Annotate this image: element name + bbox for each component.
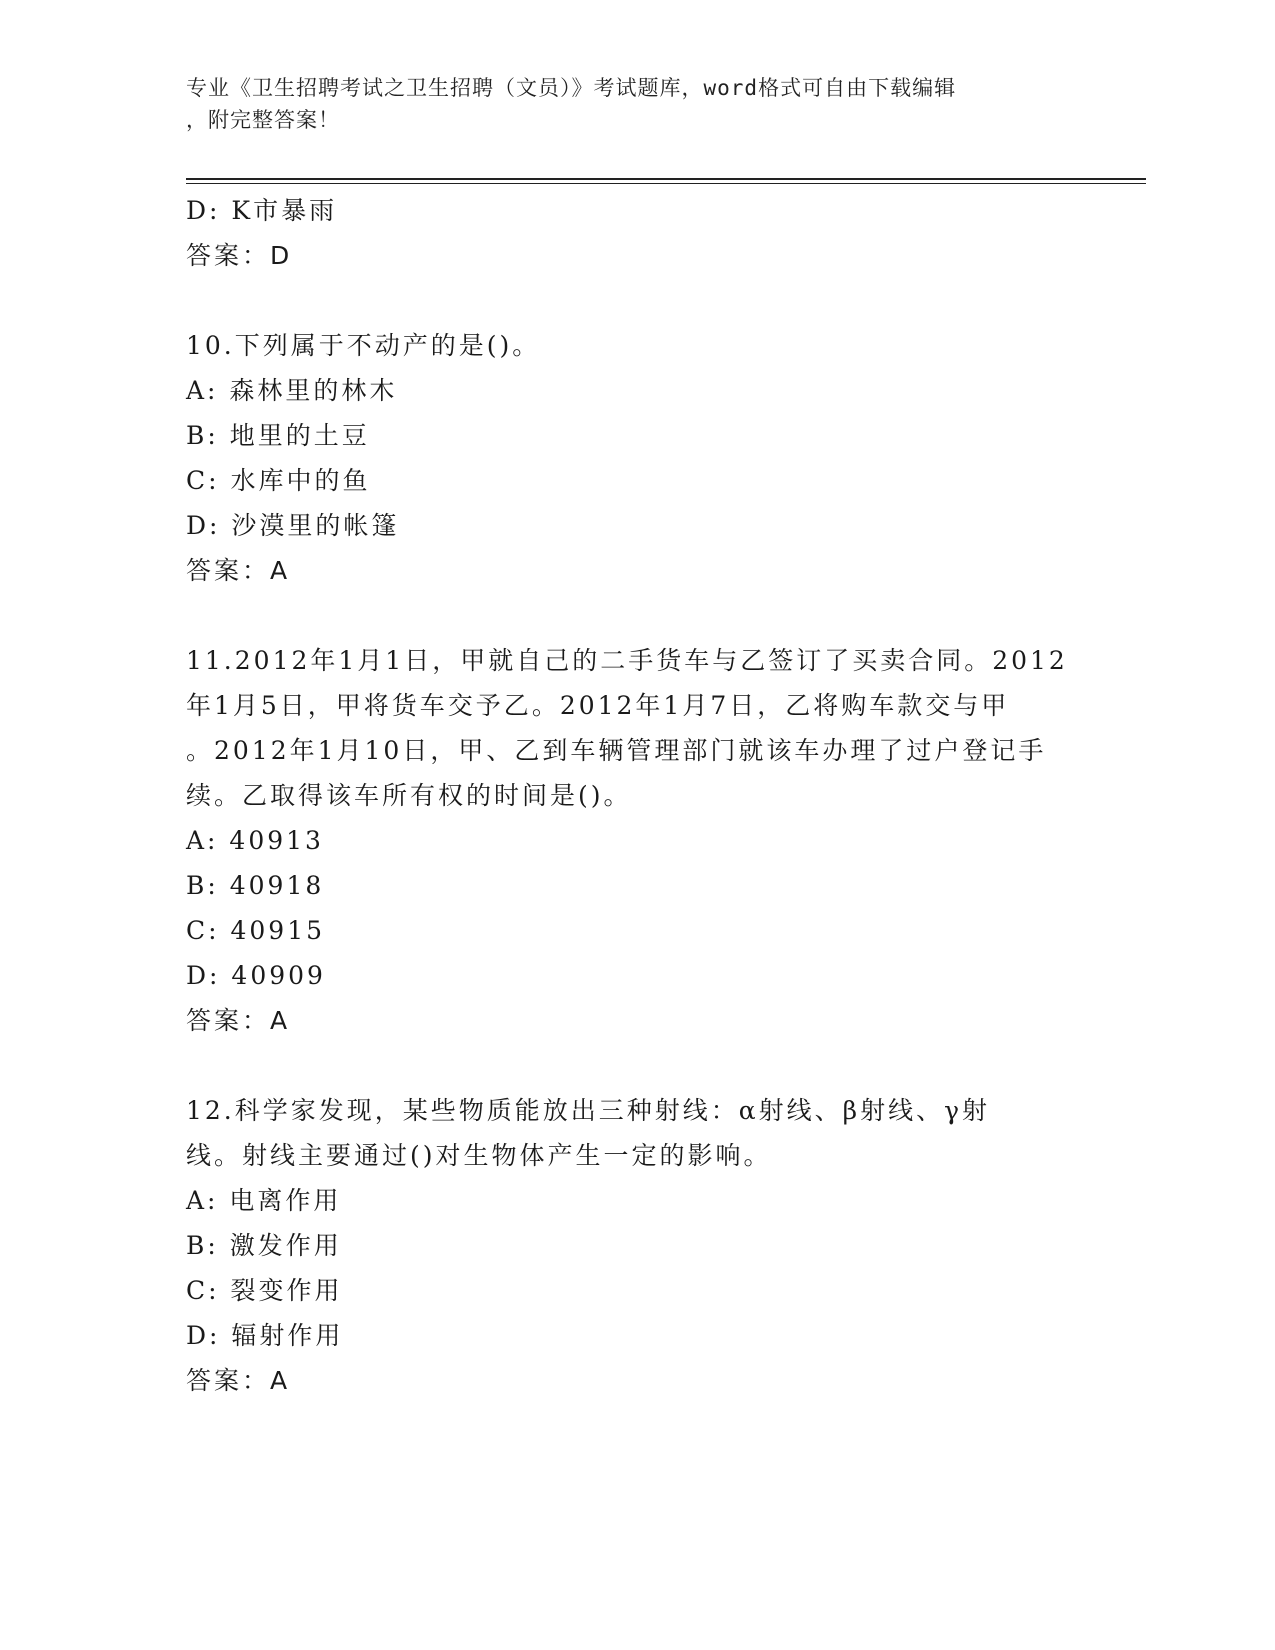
header-title-line-2: ，附完整答案！ <box>186 108 340 132</box>
question-stem-line-4: 续。乙取得该车所有权的时间是()。 <box>186 781 632 810</box>
answer-line: 答案：D <box>186 241 293 270</box>
option-d: D: 沙漠里的帐篷 <box>186 511 400 540</box>
answer-line: 答案：A <box>186 556 291 585</box>
header-title-line-1: 专业《卫生招聘考试之卫生招聘（文员）》考试题库，word格式可自由下载编辑 <box>186 76 957 100</box>
page-header <box>186 72 1086 136</box>
header-divider-thin <box>186 183 1146 184</box>
option-a: A: 森林里的林木 <box>186 376 398 405</box>
question-stem-line-2: 线。射线主要通过()对生物体产生一定的影响。 <box>186 1141 772 1170</box>
spacer <box>186 1043 1086 1088</box>
option-c: C: 水库中的鱼 <box>186 466 371 495</box>
question-10 <box>186 323 1086 593</box>
header-divider-thick <box>186 178 1146 180</box>
option-a: A: 40913 <box>186 826 324 855</box>
option-b: B: 40918 <box>186 871 325 900</box>
question-stem: 10.下列属于不动产的是()。 <box>186 331 541 360</box>
question-stem-line-2: 年1月5日，甲将货车交予乙。2012年1月7日，乙将购车款交与甲 <box>186 691 1010 720</box>
spacer <box>186 278 1086 323</box>
question-stem-line-1: 11.2012年1月1日，甲就自己的二手货车与乙签订了买卖合同。2012 <box>186 646 1068 675</box>
option-d: D: K市暴雨 <box>186 196 338 225</box>
answer-line: 答案：A <box>186 1366 291 1395</box>
option-b: B: 激发作用 <box>186 1231 342 1260</box>
question-12 <box>186 1088 1086 1403</box>
option-c: C: 40915 <box>186 916 326 945</box>
option-d: D: 40909 <box>186 961 326 990</box>
answer-line: 答案：A <box>186 1006 291 1035</box>
option-d: D: 辐射作用 <box>186 1321 344 1350</box>
option-c: C: 裂变作用 <box>186 1276 343 1305</box>
option-b: B: 地里的土豆 <box>186 421 370 450</box>
option-a: A: 电离作用 <box>186 1186 342 1215</box>
spacer <box>186 593 1086 638</box>
question-11 <box>186 638 1086 1043</box>
question-stem-line-3: 。2012年1月10日，甲、乙到车辆管理部门就该车办理了过户登记手 <box>186 736 1047 765</box>
question-stem-line-1: 12.科学家发现，某些物质能放出三种射线：α射线、β射线、γ射 <box>186 1096 991 1125</box>
previous-question-tail <box>186 188 1086 278</box>
question-list <box>186 188 1086 1403</box>
